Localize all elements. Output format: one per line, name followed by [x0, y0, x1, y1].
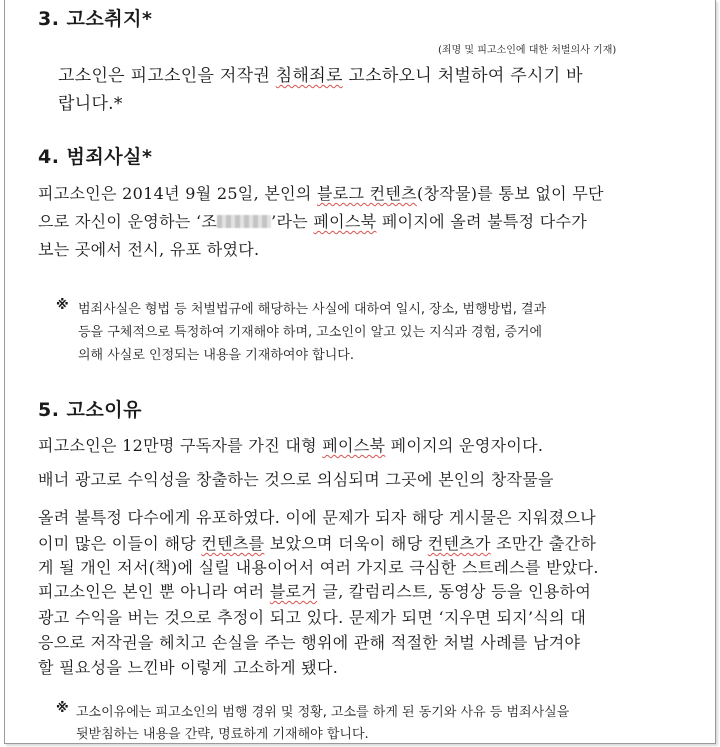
section5-body-line8: 응으로 저작권을 헤치고 손실을 주는 행위에 관해 적절한 처벌 사례를 남겨야 — [38, 633, 581, 652]
section4-body-line1: 피고소인은 2014년 9월 25일, 본인의 블로그 컨텐츠(창작물)를 통보 없이 무단 — [38, 184, 604, 203]
section4-body-line3: 보는 곳에서 전시, 유포 하였다. — [38, 240, 260, 259]
section5-body-line4: 이미 많은 이들이 해당 컨텐츠를 보았으며 더욱이 해당 컨텐츠가 조만간 출간하 — [38, 534, 597, 553]
section5-body-line1: 피고소인은 12만명 구독자를 가진 대형 페이스북 페이지의 운영자이다. — [38, 436, 544, 455]
section3-heading: 3. 고소취지* — [38, 8, 153, 30]
section5-heading: 5. 고소이유 — [38, 399, 142, 421]
section3-body-line1: 고소인은 피고소인을 저작권 침해죄로 고소하오니 처벌하여 주시기 바 — [58, 66, 583, 86]
section4-note-line2: 등을 구체적으로 특정하여 기재해야 하며, 고소인이 알고 있는 지식과 경험, 증거에 — [78, 325, 543, 340]
section5-body-line3: 올려 불특정 다수에게 유포하였다. 이에 문제가 되자 해당 게시물은 지워졌으나 — [38, 508, 597, 527]
section5-body-line5: 게 될 개인 저서(책)에 실릴 내용이어서 여러 가지로 극심한 스트레스를 받았다. — [38, 558, 599, 577]
section3-body-line2: 랍니다.* — [58, 94, 123, 114]
section4-note-line3: 의해 사실로 인정되는 내용을 기재하여야 합니다. — [78, 348, 354, 363]
section5-body-line7: 광고 수익을 버는 것으로 추정이 되고 있다. 문제가 되면 ‘지우면 되지’식의 대 — [38, 608, 587, 627]
redacted-name — [217, 215, 271, 228]
section4-note-line1: 범죄사실은 형법 등 처벌법규에 해당하는 사실에 대하여 일시, 장소, 범행방법, 결과 — [78, 302, 547, 317]
section4-body-line2: 으로 자신이 운영하는 ‘조 ’라는 페이스북 페이지에 올려 불특정 다수가 — [38, 212, 588, 231]
section5-body-line9: 할 필요성을 느낀바 이렇게 고소하게 됐다. — [38, 658, 339, 677]
section3-hint: (죄명 및 피고소인에 대한 처벌의사 기재) — [438, 45, 617, 56]
section5-note-line2: 뒷받침하는 내용을 간략, 명료하게 기재해야 합니다. — [76, 727, 369, 742]
section4-note-mark: ※ — [56, 298, 69, 313]
section5-note-line1: 고소이유에는 피고소인의 범행 경위 및 정황, 고소를 하게 된 동기와 사유 등 범죄사실을 — [76, 705, 570, 720]
section5-body-line6: 피고소인은 본인 뿐 아니라 여러 블로거 글, 칼럼리스트, 동영상 등을 인용하여 — [38, 582, 592, 601]
section5-body-line2: 배너 광고로 수익성을 창출하는 것으로 의심되며 그곳에 본인의 창작물을 — [38, 470, 554, 489]
section4-heading: 4. 범죄사실* — [38, 146, 153, 168]
section5-note-mark: ※ — [56, 701, 69, 716]
